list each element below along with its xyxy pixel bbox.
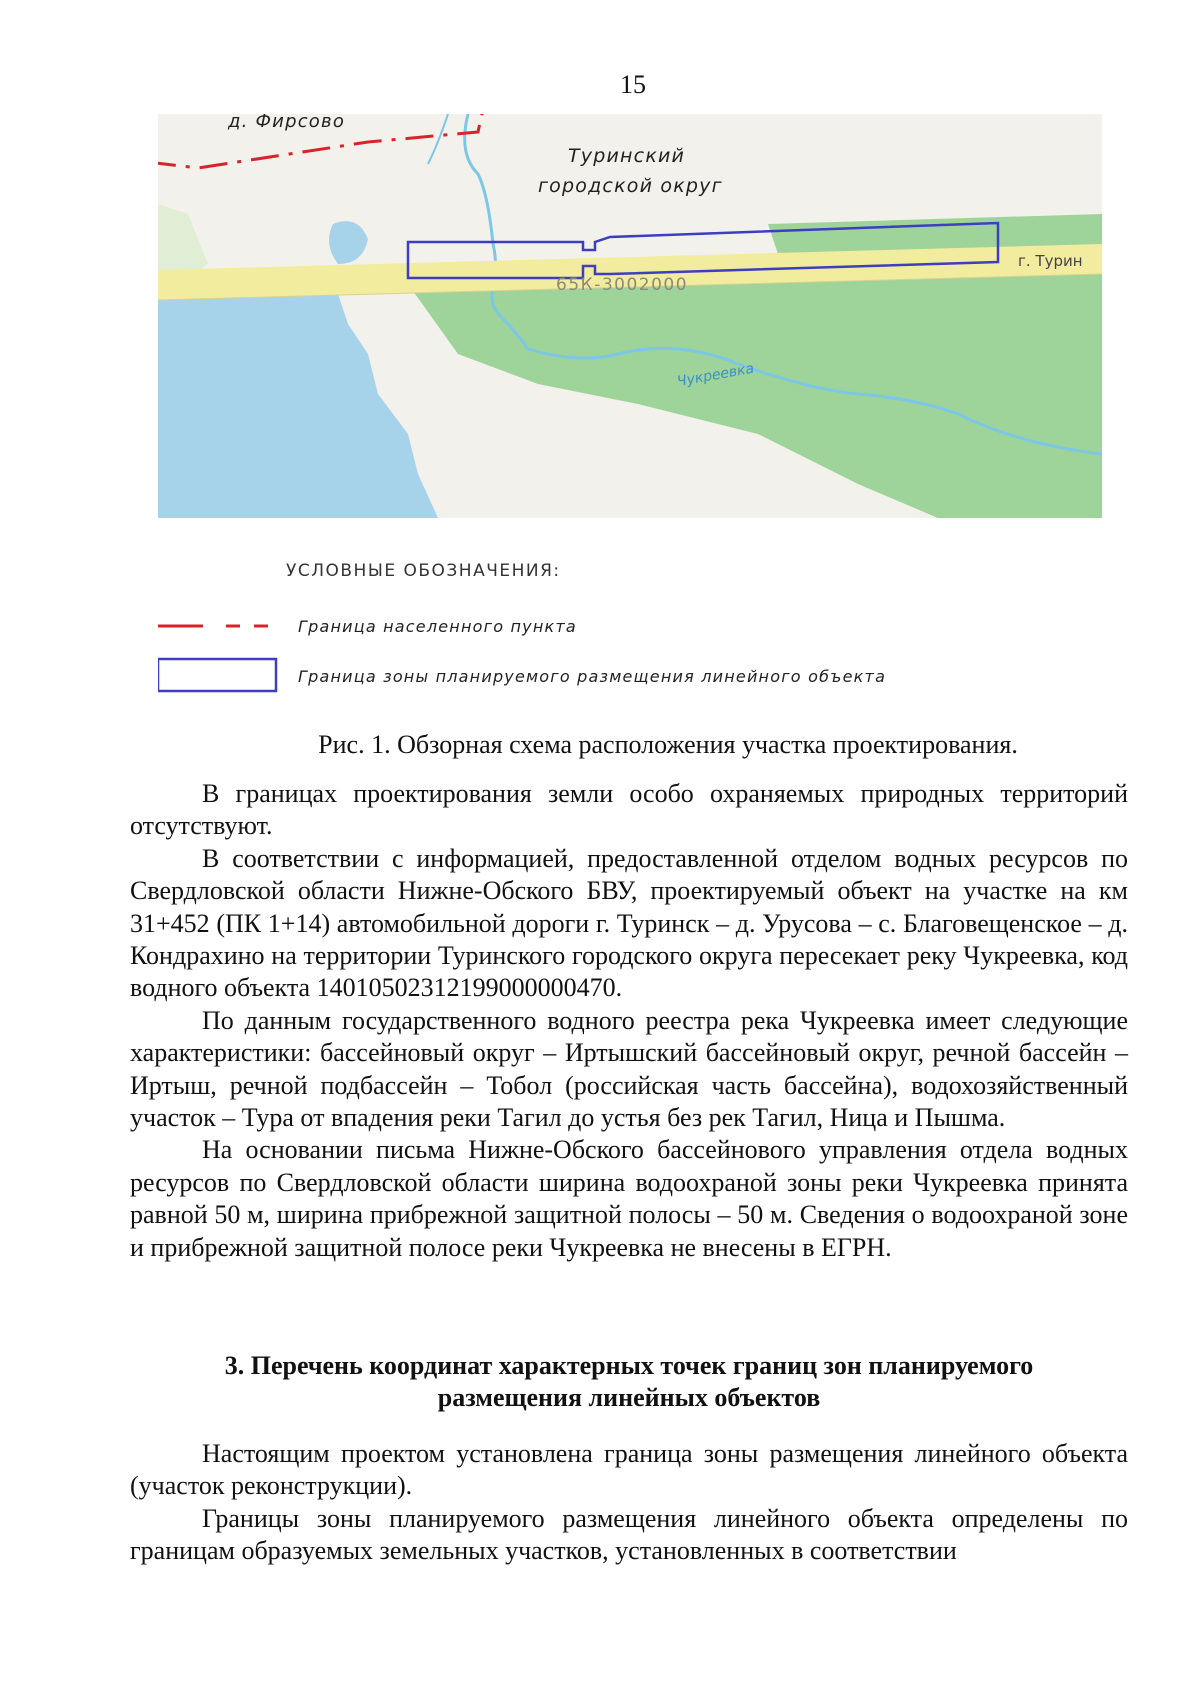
body-text bbox=[130, 778, 1128, 1264]
section-body-text bbox=[130, 1438, 1128, 1568]
district-label-line1: Туринский bbox=[568, 145, 686, 167]
page-number: 15 bbox=[620, 70, 646, 99]
paragraph: По данным государственного водного реестра река Чукреевка имеет следующие характеристики: бассейновый округ – Иртышский бассейновый округ, речной бассейн – Иртыш, речной подбассейн – Тобол (российская часть бассейна), водохозяйственный участок – Тура от впадения реки Тагил до устья без рек Тагил, Ница и Пышма. bbox=[130, 1005, 1128, 1133]
town-label: г. Турин bbox=[1018, 252, 1083, 270]
paragraph: В соответствии с информацией, предоставленной отделом водных ресурсов по Свердловской области Нижне-Обского БВУ, проектируемый объект на участке на км 31+452 (ПК 1+14) автомобильной дороги г. Туринск – д. Урусова – с. Благовещенское – д. Кондрахино на территории Туринского городского округа пересекает реку Чукреевка, код водного объекта 14010502312199000000470. bbox=[130, 843, 1128, 1003]
section-heading-line2: размещения линейных объектов bbox=[437, 1383, 821, 1412]
paragraph: На основании письма Нижне-Обского бассейнового управления отдела водных ресурсов по Свердловской области ширина водоохраной зоны реки Чукреевка принята равной 50 м, ширина прибрежной защитной полосы – 50 м. Сведения о водоохраной зоне и прибрежной защитной полосе реки Чукреевка не внесены в ЕГРН. bbox=[130, 1135, 1128, 1262]
village-label: д. Фирсово bbox=[228, 114, 346, 132]
river-label: Чукреевка bbox=[675, 360, 756, 390]
road-code-label: 65К-3002000 bbox=[556, 275, 689, 295]
paragraph: Настоящим проектом установлена граница зоны размещения линейного объекта (участок реконструкции). bbox=[130, 1439, 1128, 1501]
legend-title: УСЛОВНЫЕ ОБОЗНАЧЕНИЯ: bbox=[286, 561, 561, 581]
section-heading bbox=[130, 1350, 1128, 1414]
paragraph: Границы зоны планируемого размещения линейного объекта определены по границам образуемых земельных участков, установленных в соответствии bbox=[130, 1503, 1128, 1566]
paragraph: В границах проектирования земли особо охраняемых природных территорий отсутствуют. bbox=[130, 779, 1128, 841]
legend-zone-label: Граница зоны планируемого размещения линейного объекта bbox=[298, 667, 887, 686]
overview-map bbox=[158, 114, 1102, 720]
legend-settlement-label: Граница населенного пункта bbox=[298, 617, 577, 636]
figure-caption: Рис. 1. Обзорная схема расположения участка проектирования. bbox=[318, 730, 1018, 759]
section-heading-line1: 3. Перечень координат характерных точек границ зон планируемого bbox=[224, 1351, 1034, 1380]
district-label-line2: городской округ bbox=[538, 175, 723, 197]
